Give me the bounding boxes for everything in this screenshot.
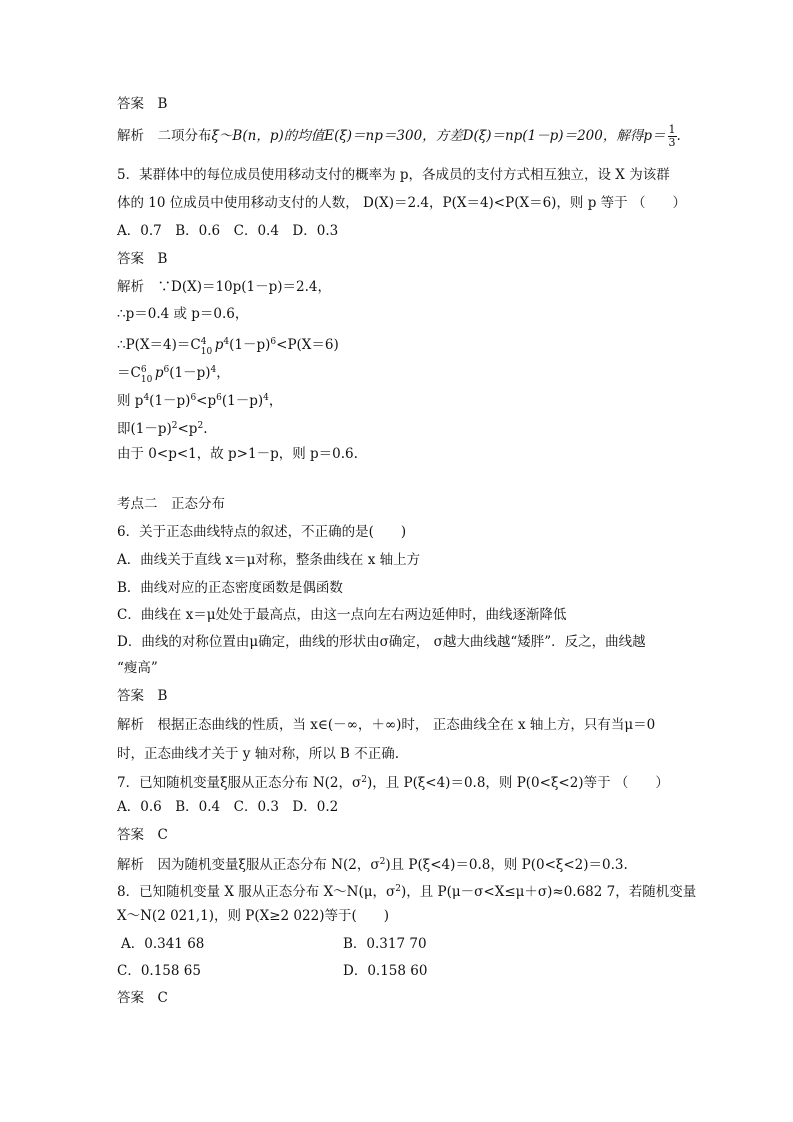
q8-option-b: B．0.317 70: [343, 936, 427, 952]
q6-option-d-line2: “瘦高”: [117, 660, 158, 676]
q7-analysis-exp: 2: [379, 857, 386, 867]
combination-4-10: [200, 337, 215, 357]
q6-option-d-line1: D．曲线的对称位置由μ确定，曲线的形状由σ确定， σ越大曲线越“矮胖”．反之，曲线越: [117, 634, 646, 650]
comb-sup: 4: [200, 337, 207, 347]
q5-a5-exp3: 6: [216, 393, 222, 403]
q7-analysis-part1: 解析 因为随机变量ξ服从正态分布 N(2，σ: [117, 857, 380, 873]
q5-a5-part3: <p: [196, 393, 217, 409]
q4-analysis-e: D(ξ)＝np(1－p)＝200，解得: [462, 128, 644, 144]
comb-sub: 10: [140, 375, 153, 385]
q8-line1-part2: )，且 P(μ－σ<X≤μ＋σ)≈0.682 7，若随机变量: [401, 884, 697, 900]
q6-analysis-2: 时，正态曲线才关于 y 轴对称，所以 B 不正确.: [117, 746, 400, 762]
q8-line1-part1: 8．已知随机变量 X 服从正态分布 X～N(μ，σ: [117, 884, 396, 900]
fraction-denominator: 3: [668, 136, 676, 149]
q5-a5-part5: ，: [268, 393, 283, 409]
q5-a5-exp4: 4: [263, 393, 269, 403]
q5-a4-part3: (1－p): [169, 365, 211, 381]
q5-analysis-3: [117, 333, 677, 357]
q7-analysis: [117, 853, 677, 874]
comb-sup: 6: [140, 365, 147, 375]
q5-analysis-7: 由于 0<p<1，故 p>1－p，则 p＝0.6.: [117, 446, 358, 462]
combination-6-10: [140, 365, 155, 385]
q7-stem-exp: 2: [361, 775, 367, 785]
q5-options: A．0.7 B．0.6 C．0.4 D．0.3: [117, 223, 339, 239]
q4-answer: 答案 B: [117, 96, 168, 112]
q5-a6-exp1: 2: [171, 421, 178, 431]
q5-analysis-2: ∴p＝0.4 或 p＝0.6，: [117, 306, 249, 322]
q5-a3-exp2: 6: [270, 337, 277, 347]
q8-stem-line2: X～N(2 021,1)，则 P(X≥2 022)等于( ): [117, 908, 389, 924]
q4-analysis-c: (n，p)的均值: [242, 128, 325, 144]
q5-a3-part1: ∴P(X＝4)＝C: [117, 337, 201, 353]
q5-a6-part3: .: [203, 421, 208, 437]
q5-a4-exp1: 6: [163, 365, 170, 375]
q5-a3-p: p: [214, 337, 224, 353]
q5-a5-part2: (1－p): [149, 393, 191, 409]
q5-a5-exp2: 6: [190, 393, 197, 403]
q4-analysis-a: 解析 二项分布: [117, 128, 212, 144]
q4-analysis-g: .: [676, 128, 681, 144]
q8-options-row1: [117, 935, 677, 953]
q7-options: A．0.6 B．0.4 C．0.3 D．0.2: [117, 799, 339, 815]
q5-answer: 答案 B: [117, 251, 168, 267]
q5-analysis-5: [117, 389, 677, 410]
q5-a4-p: p: [154, 365, 164, 381]
q5-a6-part2: <p: [177, 421, 198, 437]
q5-a3-part3: (1－p): [229, 337, 271, 353]
q4-analysis-d: E(ξ)＝np＝300，方差: [324, 128, 463, 144]
q8-answer: 答案 C: [117, 990, 168, 1006]
q6-option-b: B．曲线对应的正态密度函数是偶函数: [117, 580, 343, 596]
comb-sub: 10: [200, 347, 213, 357]
section-heading: 考点二 正态分布: [117, 496, 225, 512]
q8-option-c: C．0.158 65: [117, 963, 201, 979]
q5-a6-exp2: 2: [197, 421, 204, 431]
q7-stem-part2: )，且 P(ξ<4)＝0.8，则 P(0<ξ<2)等于 （ ）: [366, 775, 669, 791]
q4-analysis-f: p＝: [643, 128, 666, 144]
q5-stem-line2: 体的 10 位成员中使用移动支付的人数， D(X)＝2.4，P(X＝4)<P(X＝6)，则 p 等于 （ ）: [117, 195, 686, 211]
q8-stem-line1: [117, 880, 697, 901]
q5-a5-exp1: 4: [143, 393, 150, 403]
q6-analysis-1: 解析 根据正态曲线的性质，当 x∈(－∞，＋∞)时， 正态曲线全在 x 轴上方，只有当μ＝0: [117, 717, 656, 733]
q5-a3-exp1: 4: [223, 337, 230, 347]
q5-analysis-1: 解析 ∵D(X)＝10p(1－p)＝2.4，: [117, 279, 332, 295]
q5-a6-part1: 即(1－p): [117, 421, 172, 437]
q8-option-a: A．0.341 68: [121, 936, 205, 952]
q5-a5-part1: 则 p: [117, 393, 144, 409]
q7-analysis-part2: )且 P(ξ<4)＝0.8，则 P(0<ξ<2)＝0.3.: [385, 857, 628, 873]
q8-option-d: D．0.158 60: [343, 963, 428, 979]
q7-answer: 答案 C: [117, 827, 168, 843]
q4-analysis-b: ξ～B: [211, 128, 243, 144]
q5-a3-part4: <P(X＝6): [276, 337, 339, 353]
q7-stem: [117, 771, 677, 792]
q6-stem: 6．关于正态曲线特点的叙述，不正确的是( ): [117, 524, 407, 540]
q8-options-row2: [117, 962, 677, 980]
q5-a5-part4: (1－p): [221, 393, 264, 409]
q6-option-a: A．曲线关于直线 x＝μ对称，整条曲线在 x 轴上方: [117, 552, 421, 568]
q6-option-c: C．曲线在 x＝μ处处于最高点，由这一点向左右两边延伸时，曲线逐渐降低: [117, 607, 567, 623]
q5-analysis-4: [117, 361, 677, 385]
q5-a4-exp2: 4: [210, 365, 217, 375]
fraction-numerator: 1: [668, 123, 676, 136]
q5-a4-part1: ＝C: [117, 365, 141, 381]
q5-stem-line1: 5．某群体中的每位成员使用移动支付的概率为 p，各成员的支付方式相互独立，设 X 为该群: [117, 167, 670, 183]
q7-stem-part1: 7．已知随机变量ξ服从正态分布 N(2，σ: [117, 775, 362, 791]
q5-analysis-6: [117, 417, 677, 438]
q5-a4-part4: ，: [216, 365, 230, 381]
q6-answer: 答案 B: [117, 688, 168, 704]
fraction-one-third: [668, 124, 677, 149]
q4-analysis: [117, 123, 681, 149]
q8-line1-exp: 2: [395, 884, 401, 894]
